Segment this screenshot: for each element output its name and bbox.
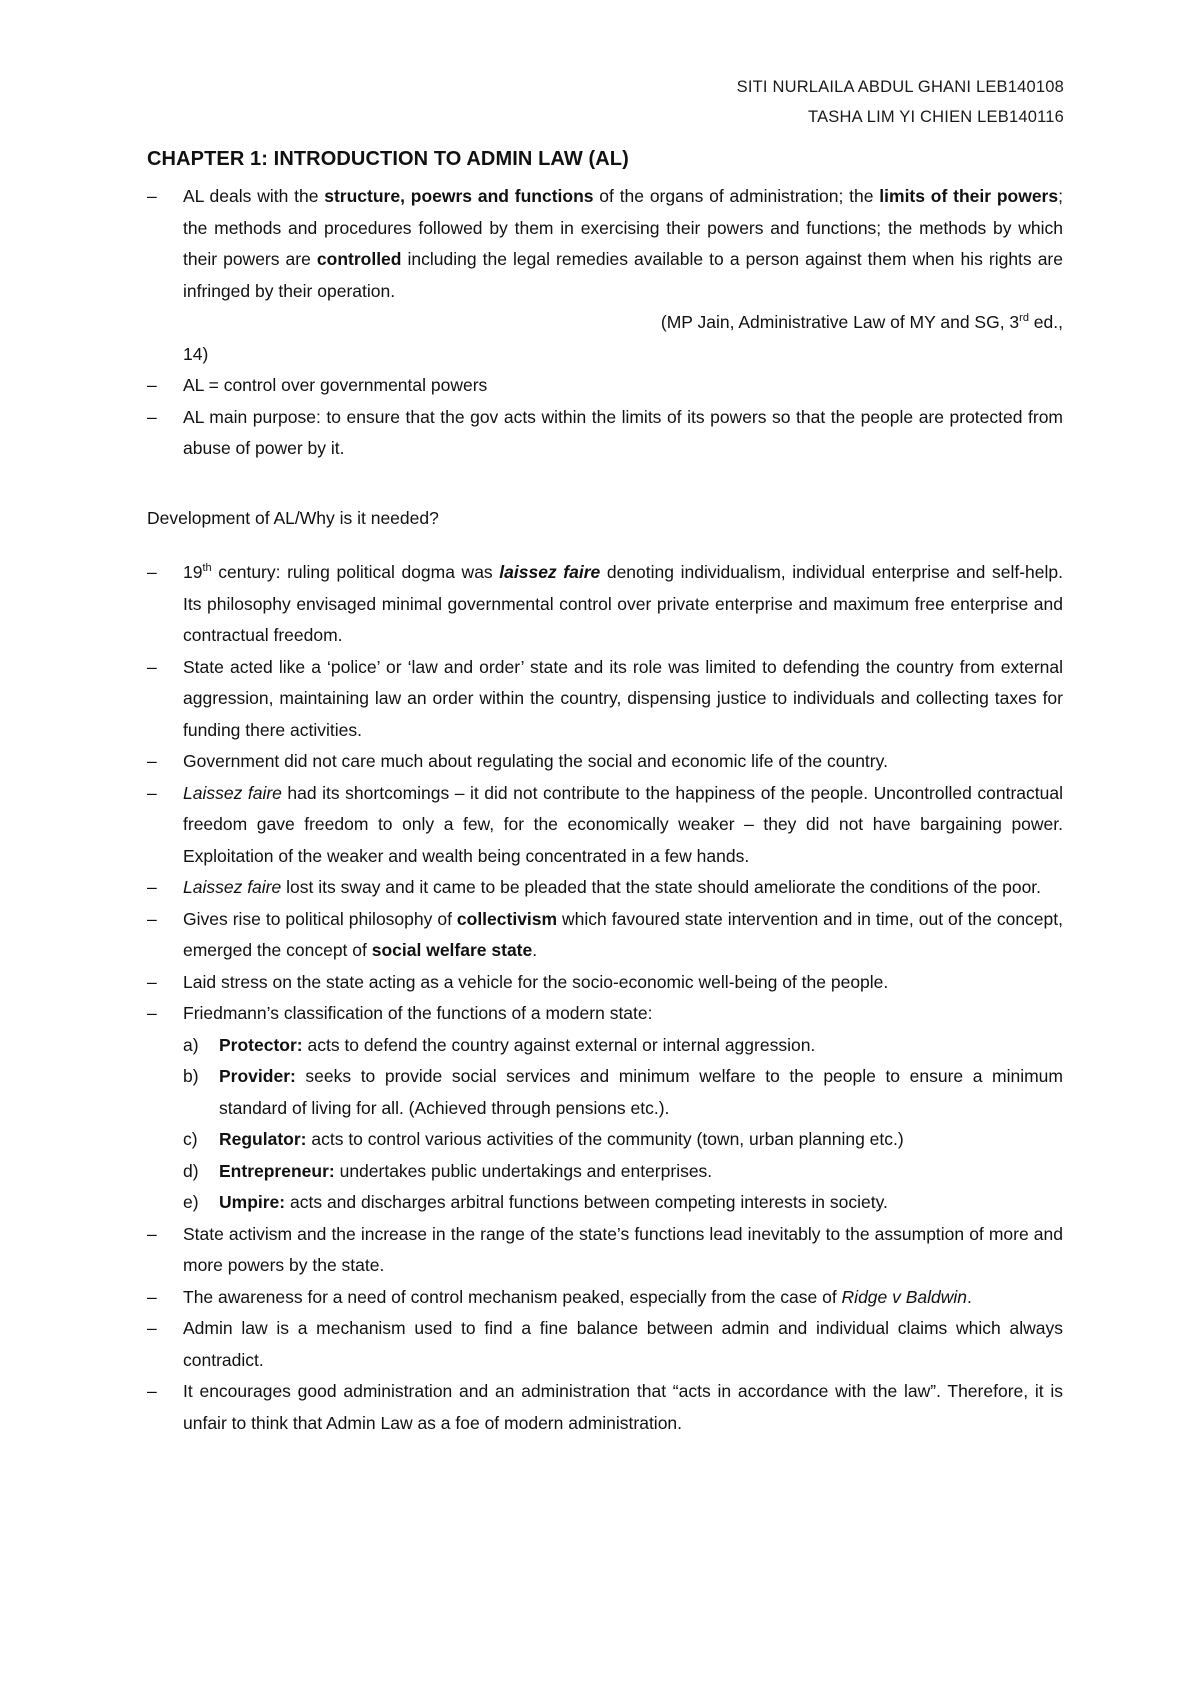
list-item: – Laissez faire had its shortcomings – it did not contribute to the happiness of the people. Uncontrolled contractual freedom gave freedom to only a few, for the economically weaker – they did not have bargaining power. Exploitation of the weaker and wealth being concentrated in a few hands. <box>147 778 1063 873</box>
list-item: – State acted like a ‘police’ or ‘law and order’ state and its role was limited to defending the country from external aggression, maintaining law an order within the country, dispensing justice to individuals and collecting taxes for funding there activities. <box>147 652 1063 747</box>
list-item: – AL deals with the structure, poewrs and functions of the organs of administration; the limits of their powers; the methods and procedures followed by them in exercising their powers and functions; the methods by which their powers are controlled including the legal remedies available to a person against them when his rights are infringed by their operation. (MP Jain, Administrative Law of MY and SG, 3rd ed., 14) <box>147 181 1063 370</box>
dash-bullet <box>147 998 167 1030</box>
citation: (MP Jain, Administrative Law of MY and SG, 3rd ed., <box>660 312 1063 332</box>
chapter-title: CHAPTER 1: INTRODUCTION TO ADMIN LAW (AL) <box>147 148 629 170</box>
author-line-1: SITI NURLAILA ABDUL GHANI LEB140108 <box>736 78 1064 96</box>
list-item: – Friedmann’s classification of the functions of a modern state: <box>147 998 1063 1030</box>
list-item: – Admin law is a mechanism used to find a fine balance between admin and individual claims which always contradict. <box>147 1313 1063 1376</box>
dash-bullet <box>147 1282 167 1314</box>
dash-bullet <box>147 904 167 936</box>
dash-bullet <box>147 872 167 904</box>
list-item: – Gives rise to political philosophy of collectivism which favoured state intervention and in time, out of the concept, emerged the concept of social welfare state. <box>147 904 1063 967</box>
list-item: – 19th century: ruling political dogma was laissez faire denoting individualism, individual enterprise and self-help. Its philosophy envisaged minimal governmental control over private enterprise and maximum free enterprise and contractual freedom. <box>147 557 1063 652</box>
list-item: – Laid stress on the state acting as a vehicle for the socio-economic well-being of the people. <box>147 967 1063 999</box>
dash-bullet <box>147 1313 167 1345</box>
dash-bullet <box>147 778 167 810</box>
dash-bullet <box>147 181 167 213</box>
list-item: – It encourages good administration and an administration that “acts in accordance with the law”. Therefore, it is unfair to think that Admin Law as a foe of modern administration. <box>147 1376 1063 1439</box>
dash-bullet <box>147 402 167 434</box>
citation-page: 14) <box>183 343 209 364</box>
dash-bullet <box>147 1376 167 1408</box>
function-item: a) Protector: acts to defend the country against external or internal aggression. <box>183 1034 816 1055</box>
intro-list <box>147 181 1063 465</box>
list-item: – Government did not care much about regulating the social and economic life of the country. <box>147 746 1063 778</box>
section-heading: Development of AL/Why is it needed? <box>147 508 439 528</box>
list-item: – AL = control over governmental powers <box>147 370 1063 402</box>
dash-bullet <box>147 1219 167 1251</box>
list-item: – Laissez faire lost its sway and it came to be pleaded that the state should ameliorate the conditions of the poor. <box>147 872 1063 904</box>
list-item: – AL main purpose: to ensure that the gov acts within the limits of its powers so that the people are protected from abuse of power by it. <box>147 402 1063 465</box>
dash-bullet <box>147 557 167 589</box>
list-item: – State activism and the increase in the range of the state’s functions lead inevitably to the assumption of more and more powers by the state. <box>147 1219 1063 1282</box>
function-item: e) Umpire: acts and discharges arbitral functions between competing interests in society. <box>183 1192 888 1212</box>
dash-bullet <box>147 652 167 684</box>
dash-bullet <box>147 370 167 402</box>
author-line-2: TASHA LIM YI CHIEN LEB140116 <box>808 108 1064 126</box>
list-item: – The awareness for a need of control mechanism peaked, especially from the case of Ridge v Baldwin. <box>147 1282 1063 1314</box>
development-list <box>147 557 1063 1439</box>
function-item: b) Provider: seeks to provide social services and minimum welfare to the people to ensure a minimum standard of living for all. (Achieved through pensions etc.). <box>183 1066 1063 1118</box>
dash-bullet <box>147 746 167 778</box>
function-item: d) Entrepreneur: undertakes public undertakings and enterprises. <box>183 1160 713 1181</box>
author-header <box>737 72 1064 132</box>
function-item: c) Regulator: acts to control various activities of the community (town, urban planning etc.) <box>183 1129 904 1149</box>
dash-bullet <box>147 967 167 999</box>
